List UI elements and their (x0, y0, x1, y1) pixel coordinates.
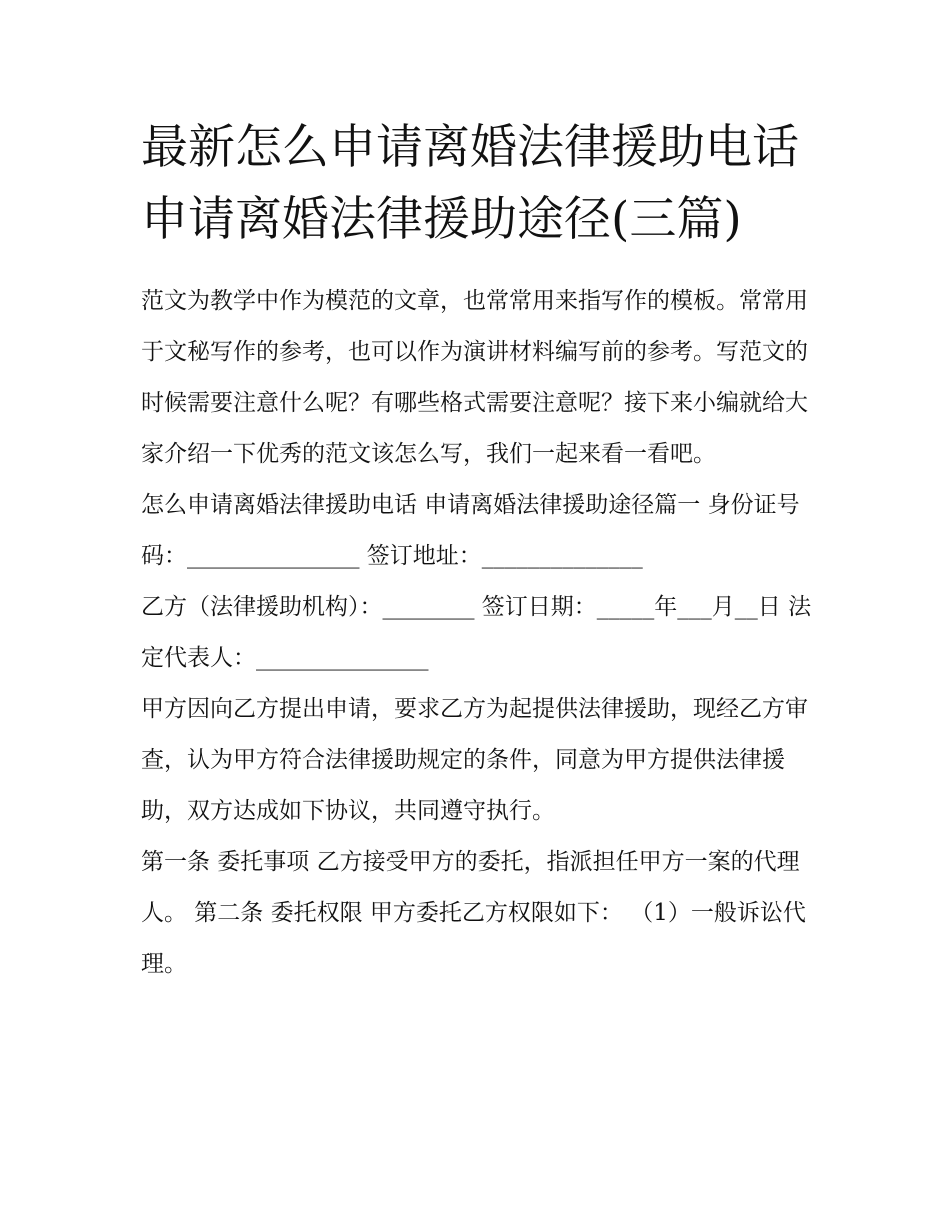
document-content (141, 112, 813, 990)
document-title: 最新怎么申请离婚法律援助电话 申请离婚法律援助途径(三篇) (141, 120, 799, 247)
section-heading-paragraph: 怎么申请离婚法律援助电话 申请离婚法律援助途径篇一 身份证号码：_______________ 签订地址：______________ (141, 492, 800, 569)
clauses-paragraph: 第一条 委托事项 乙方接受甲方的委托，指派担任甲方一案的代理人。 第二条 委托权限 甲方委托乙方权限如下： （1）一般诉讼代理。 (141, 849, 806, 977)
party-b-paragraph: 乙方（法律援助机构）：________ 签订日期：_____年___月__日 法定代表人：_______________ (141, 594, 812, 671)
agreement-paragraph: 甲方因向乙方提出申请，要求乙方为起提供法律援助，现经乙方审查，认为甲方符合法律援助规定的条件，同意为甲方提供法律援助，双方达成如下协议，共同遵守执行。 (141, 696, 808, 824)
intro-paragraph: 范文为教学中作为模范的文章，也常常用来指写作的模板。常常用于文秘写作的参考，也可以作为演讲材料编写前的参考。写范文的时候需要注意什么呢？有哪些格式需要注意呢？接下来小编就给大家介绍一下优秀的范文该怎么写，我们一起来看一看吧。 (141, 288, 808, 467)
